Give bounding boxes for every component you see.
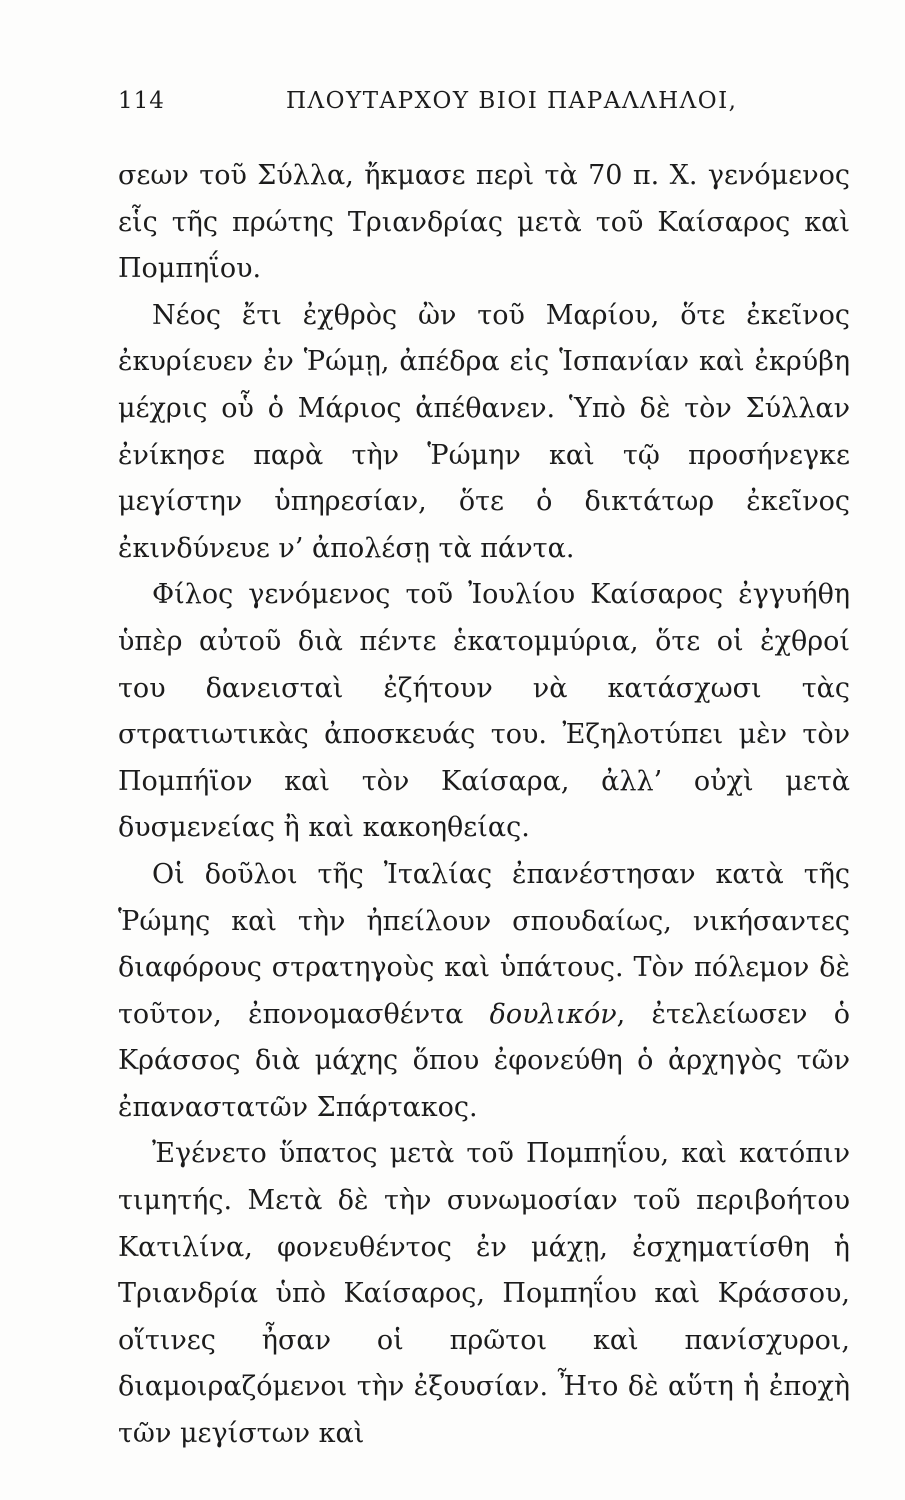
page-number: 114 [118, 88, 165, 114]
paragraph-4-text-before: Οἱ δοῦλοι τῆς Ἰταλίας ἐπανέστησαν κατὰ τῆς Ῥώμης καὶ τὴν ἠπείλουν σπουδαίως, νικήσαντες διαφόρους στρατηγοὺς καὶ ὑπάτους. Τὸν πόλεμον δὲ τοῦτον, ἐπονομασθέντα [118, 858, 850, 1030]
italic-term: δουλικόν [489, 998, 617, 1030]
paragraph-4-text-after: , ἐτελείωσεν ὁ Κράσσος διὰ μάχης ὅπου ἐφονεύθη ὁ ἀρχηγὸς τῶν ἐπαναστατῶν Σπάρτακος. [118, 998, 851, 1123]
paragraph-4 [118, 852, 850, 1132]
page-header [118, 88, 848, 128]
paragraph-1: σεων τοῦ Σύλλα, ἤκμασε περὶ τὰ 70 π. Χ. γενόμενος εἷς τῆς πρώτης Τριανδρίας μετὰ τοῦ Καίσαρος καὶ Πομπηΐου. [118, 160, 850, 285]
paragraph-5: Ἐγένετο ὕπατος μετὰ τοῦ Πομπηΐου, καὶ κατόπιν τιμητής. Μετὰ δὲ τὴν συνωμοσίαν τοῦ περιβοήτου Κατιλίνα, φονευθέντος ἐν μάχῃ, ἐσχηματίσθη ἡ Τριανδρία ὑπὸ Καίσαρος, Πομπηΐου καὶ Κράσσου, οἵτινες ἦσαν οἱ πρῶτοι καὶ πανίσχυροι, διαμοιραζόμενοι τὴν ἐξουσίαν. Ἦτο δὲ αὕτη ἡ ἐποχὴ τῶν μεγίστων καὶ [118, 1138, 850, 1450]
body-text [118, 153, 850, 1458]
running-head: ΠΛΟΥΤΑΡΧΟΥ ΒΙΟΙ ΠΑΡΑΛΛΗΛΟΙ, [286, 88, 738, 114]
paragraph-3: Φίλος γενόμενος τοῦ Ἰουλίου Καίσαρος ἐγγυήθη ὑπὲρ αὐτοῦ διὰ πέντε ἑκατομμύρια, ὅτε οἱ ἐχθροί του δανεισταὶ ἐζήτουν νὰ κατάσχωσι τὰς στρατιωτικὰς ἀποσκευάς του. Ἐζηλοτύπει μὲν τὸν Πομπήϊον καὶ τὸν Καίσαρα, ἀλλ’ οὐχὶ μετὰ δυσμενείας ἢ καὶ κακοηθείας. [118, 579, 850, 844]
paragraph-2: Νέος ἔτι ἐχθρὸς ὢν τοῦ Μαρίου, ὅτε ἐκεῖνος ἐκυρίευεν ἐν Ῥώμῃ, ἀπέδρα εἰς Ἱσπανίαν καὶ ἐκρύβη μέχρις οὗ ὁ Μάριος ἀπέθανεν. Ὑπὸ δὲ τὸν Σύλλαν ἐνίκησε παρὰ τὴν Ῥώμην καὶ τῷ προσήνεγκε μεγίστην ὑπηρεσίαν, ὅτε ὁ δικτάτωρ ἐκεῖνος ἐκινδύνευε ν’ ἀπολέσῃ τὰ πάντα. [118, 299, 850, 564]
